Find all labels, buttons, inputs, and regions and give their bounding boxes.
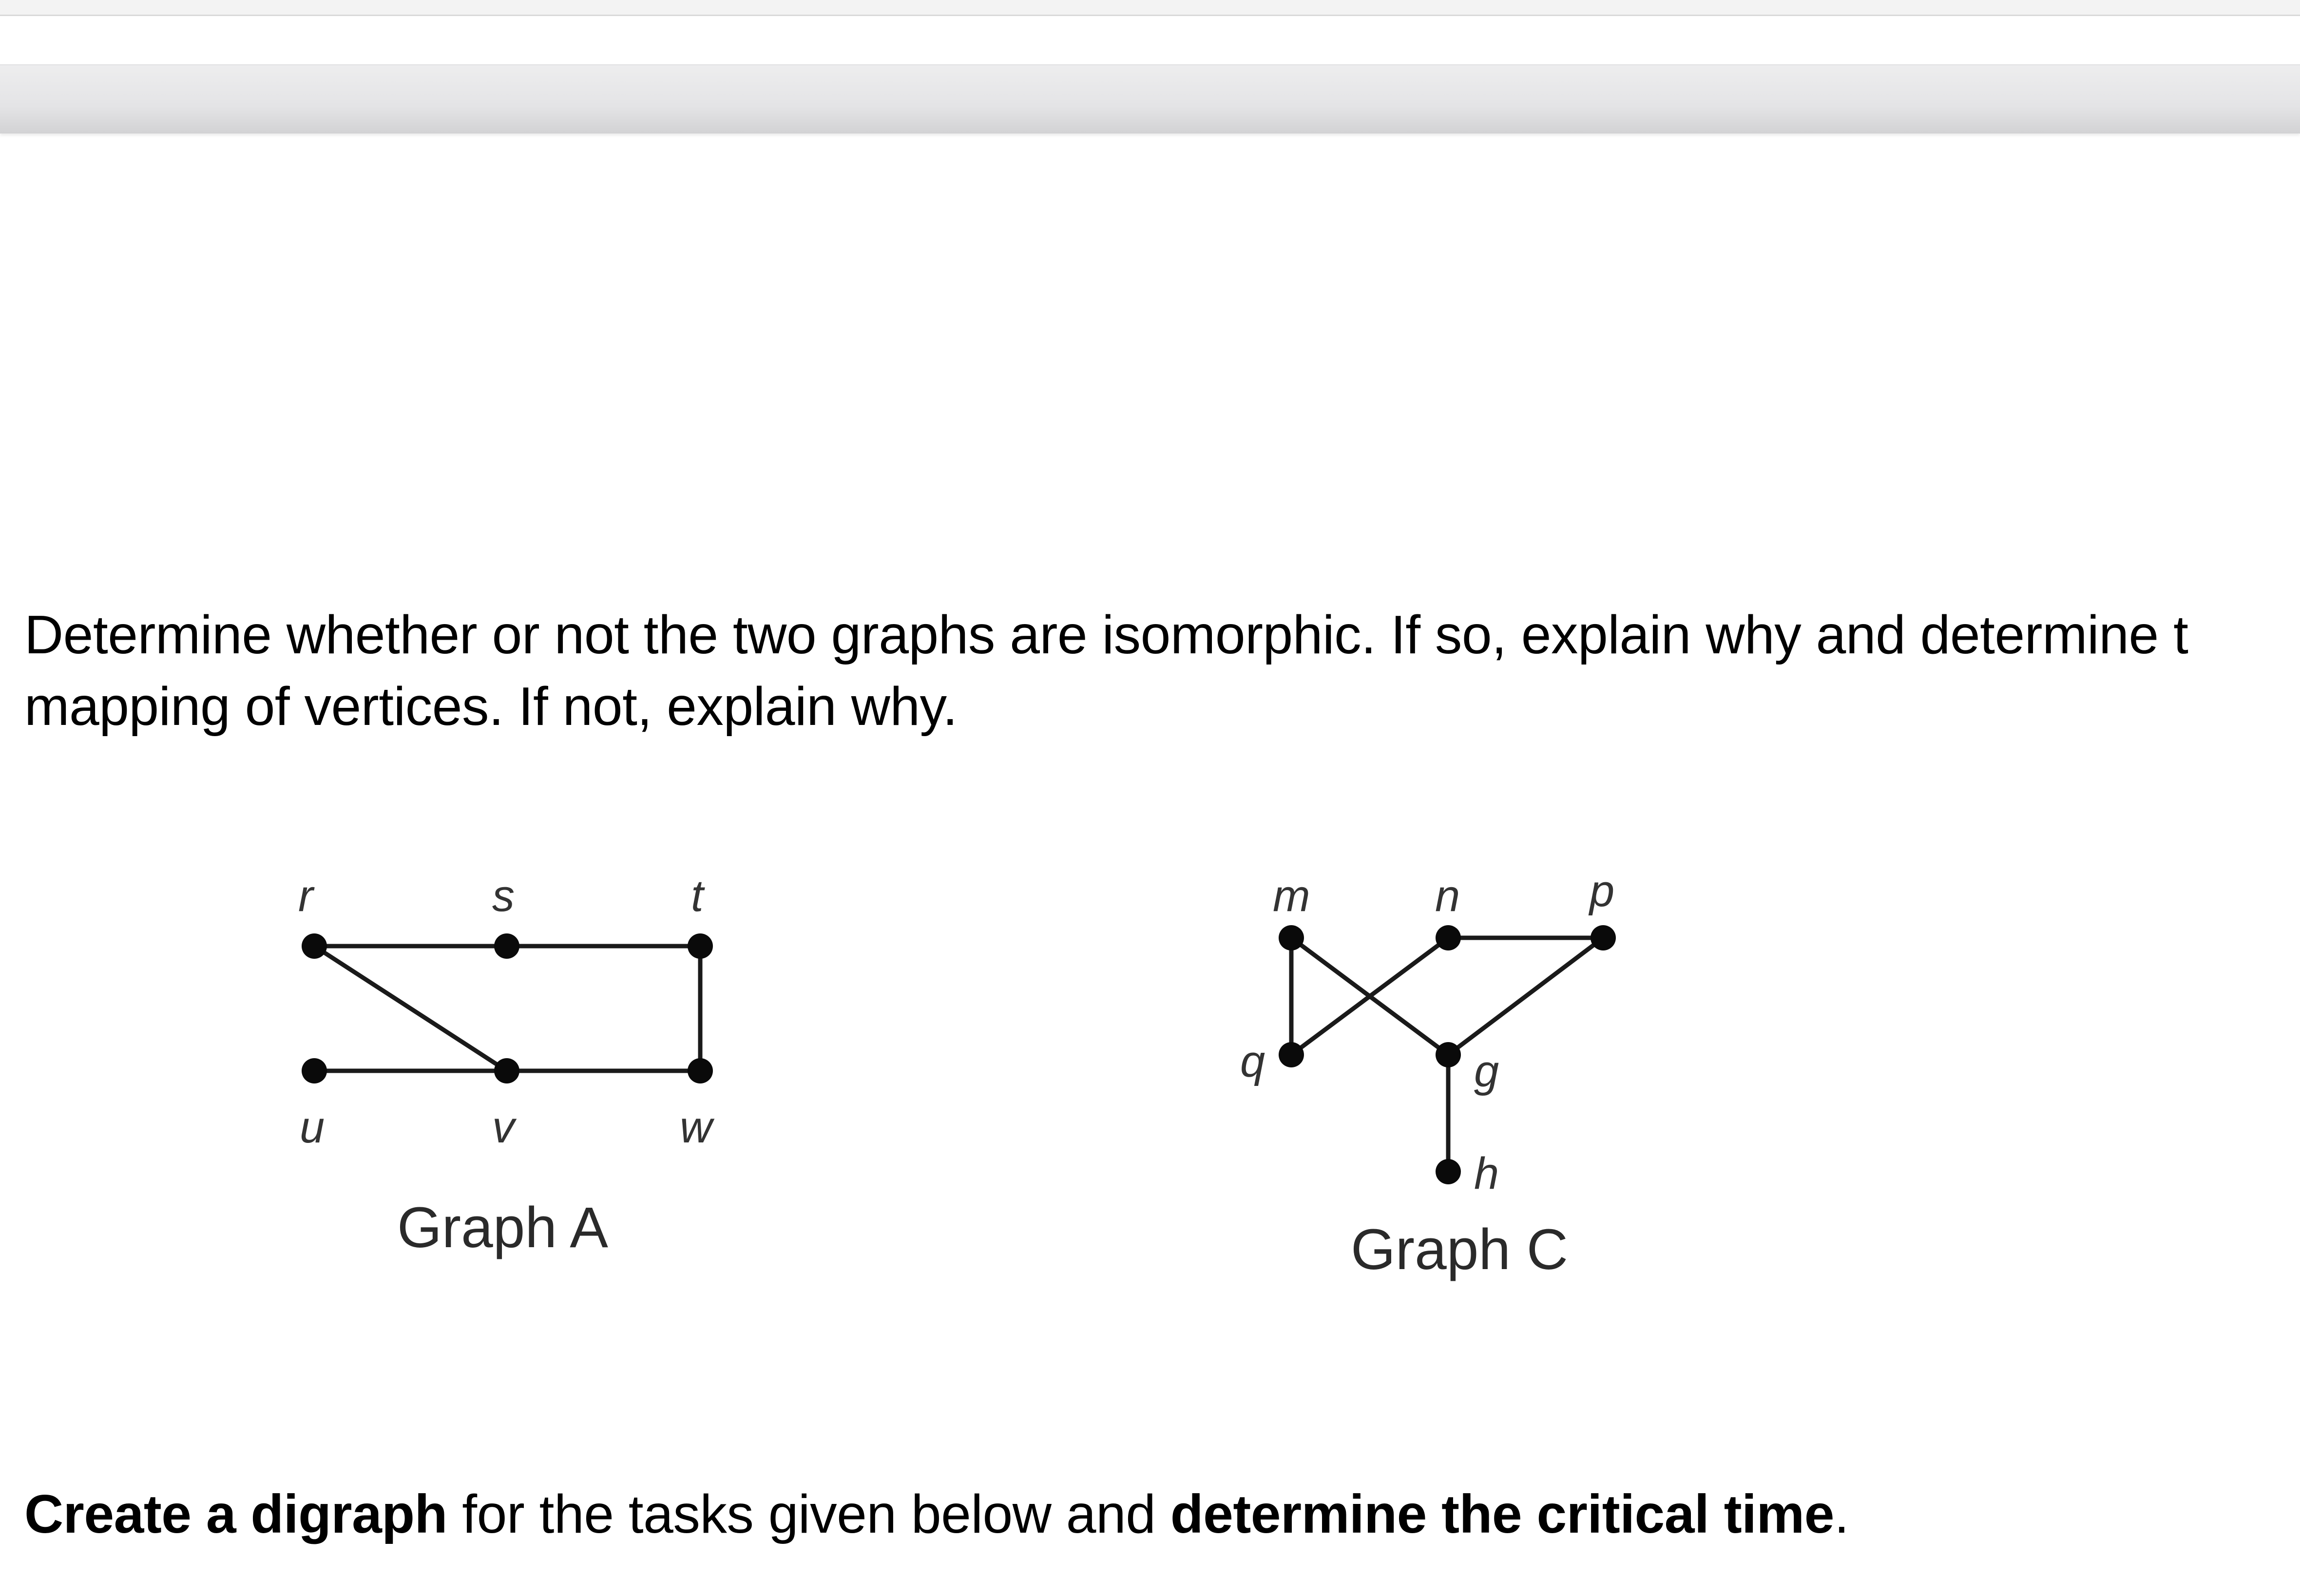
graph-c-caption: Graph C xyxy=(1351,1217,1568,1282)
label-v: v xyxy=(492,1102,515,1152)
vertex-s xyxy=(494,933,519,959)
vertex-v xyxy=(494,1058,519,1083)
task-bold-critical-time: determine the critical time xyxy=(1170,1484,1834,1544)
vertex-h xyxy=(1436,1159,1461,1184)
label-s: s xyxy=(492,871,515,921)
vertex-q xyxy=(1279,1042,1304,1067)
graph-c xyxy=(1240,866,1616,1282)
vertex-u xyxy=(302,1058,327,1083)
vertex-w xyxy=(688,1058,713,1083)
label-u: u xyxy=(300,1102,325,1152)
label-w: w xyxy=(680,1102,712,1152)
label-m: m xyxy=(1273,871,1310,921)
graph-a xyxy=(298,871,715,1260)
task-period: . xyxy=(1834,1484,1849,1544)
label-r: r xyxy=(298,871,313,921)
label-t: t xyxy=(691,871,704,921)
vertex-p xyxy=(1591,925,1616,950)
task-text xyxy=(24,1479,1849,1550)
question-line-2: mapping of vertices. If not, explain why. xyxy=(24,676,958,737)
label-p: p xyxy=(1590,866,1615,916)
vertex-n xyxy=(1436,925,1461,950)
task-plain-text: for the tasks given below and xyxy=(447,1484,1170,1544)
label-g: g xyxy=(1474,1046,1499,1096)
label-n: n xyxy=(1435,871,1460,921)
vertex-m xyxy=(1279,925,1304,950)
label-q: q xyxy=(1240,1037,1265,1086)
task-bold-create-digraph: Create a digraph xyxy=(24,1484,447,1544)
question-line-1: Determine whether or not the two graphs are isomorphic. If so, explain why and determine t xyxy=(24,605,2188,665)
vertex-r xyxy=(302,933,327,959)
graph-a-caption: Graph A xyxy=(397,1196,608,1260)
edge-r-v xyxy=(314,946,507,1071)
label-h: h xyxy=(1474,1149,1499,1198)
vertex-g xyxy=(1436,1042,1461,1067)
vertex-t xyxy=(688,933,713,959)
edge-g-p xyxy=(1448,938,1603,1055)
